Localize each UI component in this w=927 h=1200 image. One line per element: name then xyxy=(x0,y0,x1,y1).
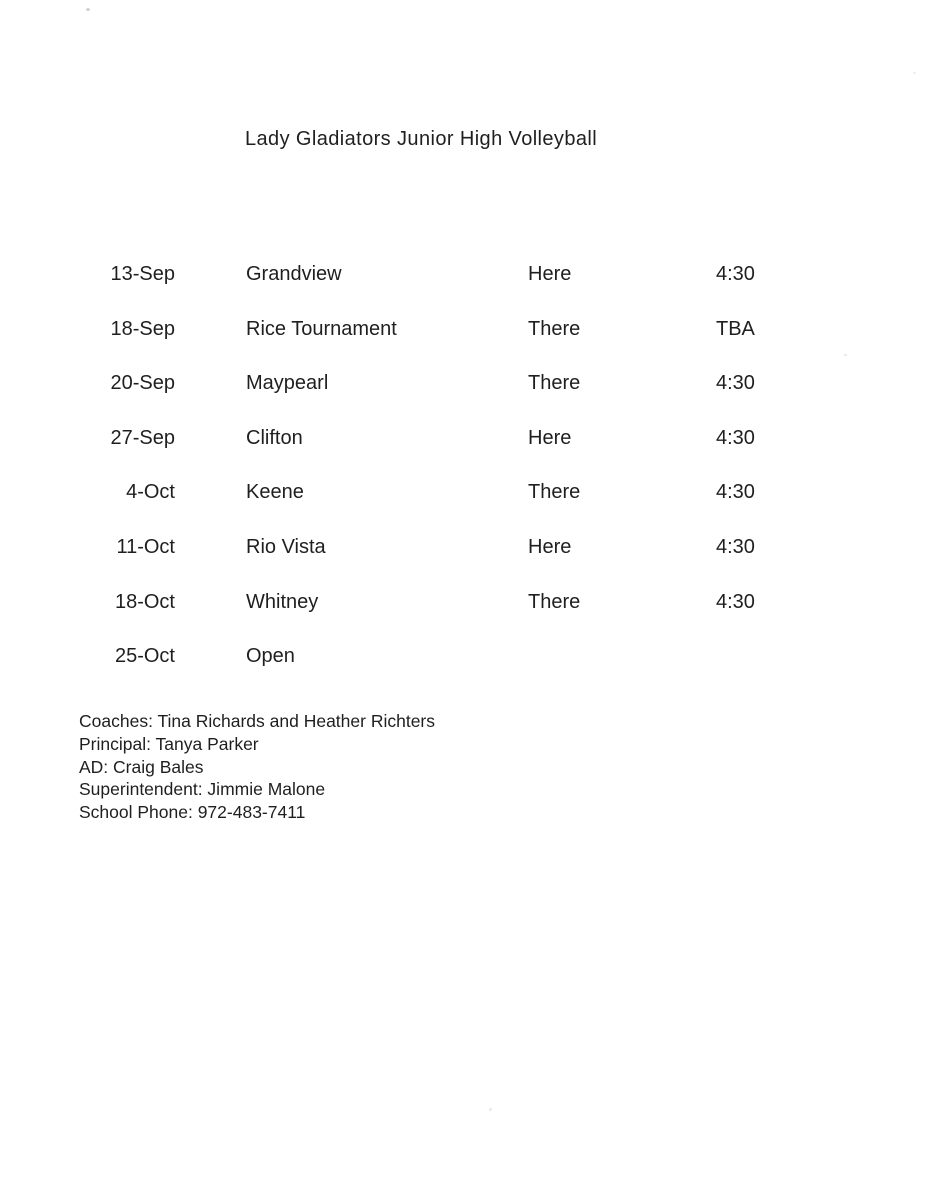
ad-line: AD: Craig Bales xyxy=(79,756,204,777)
table-row xyxy=(0,427,927,482)
game-location: There xyxy=(528,372,581,395)
table-row xyxy=(0,645,927,700)
page-title: Lady Gladiators Junior High Volleyball xyxy=(245,128,598,150)
game-location: Here xyxy=(528,535,572,558)
table-row xyxy=(0,372,927,427)
game-location: Here xyxy=(528,263,572,285)
opponent-name: Clifton xyxy=(246,426,303,449)
school-phone-line: School Phone: 972-483-7411 xyxy=(79,802,306,823)
game-date: 18-Sep xyxy=(110,317,175,340)
game-time: TBA xyxy=(716,317,755,340)
contact-info-block xyxy=(79,710,435,824)
opponent-name: Maypearl xyxy=(246,372,329,395)
game-time: 4:30 xyxy=(716,372,755,395)
game-location: Here xyxy=(528,426,572,449)
game-date: 13-Sep xyxy=(110,263,175,285)
coaches-line: Coaches: Tina Richards and Heather Richters xyxy=(79,711,436,731)
game-date: 4-Oct xyxy=(126,481,175,504)
opponent-name: Whitney xyxy=(246,590,319,613)
opponent-name: Open xyxy=(246,645,295,668)
table-row xyxy=(0,318,927,373)
game-time: 4:30 xyxy=(716,481,755,504)
schedule-table xyxy=(0,263,927,700)
table-row xyxy=(0,536,927,591)
scan-speckle xyxy=(489,1108,492,1111)
opponent-name: Grandview xyxy=(246,263,342,285)
table-row xyxy=(0,591,927,646)
opponent-name: Rio Vista xyxy=(246,535,326,558)
opponent-name: Keene xyxy=(246,481,304,504)
game-date: 27-Sep xyxy=(110,426,175,449)
game-time: 4:30 xyxy=(716,590,755,613)
table-row xyxy=(0,481,927,536)
game-time: 4:30 xyxy=(716,263,755,285)
scan-speckle xyxy=(913,72,916,74)
game-location: There xyxy=(528,590,581,613)
game-date: 11-Oct xyxy=(116,535,175,558)
table-row xyxy=(0,263,927,318)
scan-speckle xyxy=(86,8,90,11)
game-time: 4:30 xyxy=(716,535,755,558)
superintendent-line: Superintendent: Jimmie Malone xyxy=(79,779,326,800)
game-date: 25-Oct xyxy=(114,645,175,668)
game-location: There xyxy=(528,317,581,340)
opponent-name: Rice Tournament xyxy=(246,317,397,340)
game-date: 18-Oct xyxy=(114,590,175,613)
game-location: There xyxy=(528,481,581,504)
game-date: 20-Sep xyxy=(110,372,175,395)
principal-line: Principal: Tanya Parker xyxy=(79,733,259,754)
game-time: 4:30 xyxy=(716,426,755,449)
